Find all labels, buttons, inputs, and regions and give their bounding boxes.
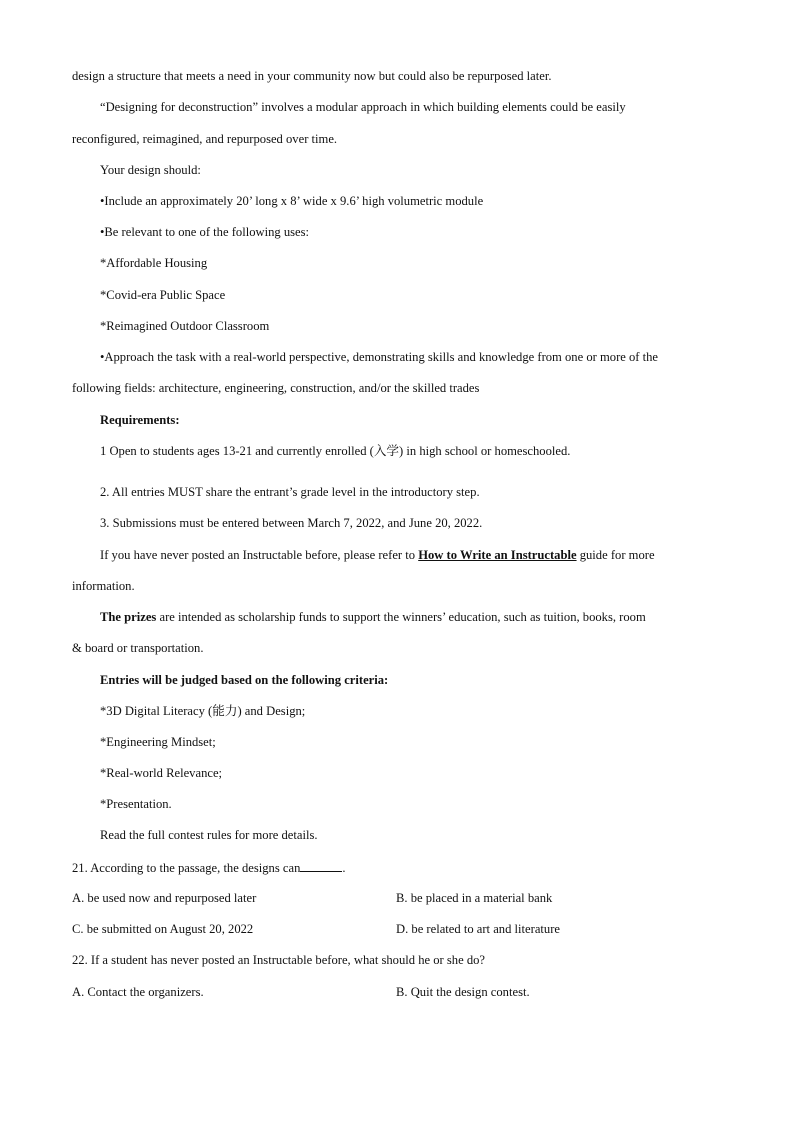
criterion-real-world-relevance: *Real-world Relevance; (100, 766, 223, 780)
requirement-2: 2. All entries MUST share the entrant’s grade level in the introductory step. (100, 485, 480, 499)
guide-paragraph-line-1 (100, 547, 740, 563)
criterion-digital-literacy: *3D Digital Literacy (能力) and Design; (100, 704, 306, 718)
question-22-option-b: B. Quit the design contest. (396, 985, 530, 999)
bullet-approach-line-1: •Approach the task with a real-world perspective, demonstrating skills and knowledge from one or more of the (100, 350, 659, 364)
prizes-text: are intended as scholarship funds to support the winners’ education, such as tuition, books, room (156, 610, 646, 624)
requirements-heading: Requirements: (100, 413, 180, 427)
use-public-space: *Covid-era Public Space (100, 288, 226, 302)
use-outdoor-classroom: *Reimagined Outdoor Classroom (100, 319, 270, 333)
guide-text-before: If you have never posted an Instructable before, please refer to (100, 548, 419, 562)
use-affordable-housing: *Affordable Housing (100, 256, 208, 270)
criteria-heading: Entries will be judged based on the following criteria: (100, 673, 389, 687)
requirement-3: 3. Submissions must be entered between March 7, 2022, and June 20, 2022. (100, 516, 483, 530)
prizes-label: The prizes (100, 610, 157, 624)
prizes-paragraph-line-2: & board or transportation. (72, 641, 204, 655)
contest-rules-note: Read the full contest rules for more details. (100, 828, 318, 842)
question-21-option-b: B. be placed in a material bank (396, 891, 553, 905)
deconstruction-paragraph-line-1: “Designing for deconstruction” involves a modular approach in which building elements could be easily (100, 100, 626, 114)
question-21-stem (72, 859, 732, 876)
question-21-option-d: D. be related to art and literature (396, 922, 560, 936)
answer-blank (300, 859, 342, 872)
requirement-1: 1 Open to students ages 13-21 and currently enrolled (入学) in high school or homeschooled. (100, 444, 571, 458)
bullet-approach-line-2: following fields: architecture, engineering, construction, and/or the skilled trades (72, 381, 480, 395)
design-should-label: Your design should: (100, 163, 201, 177)
bullet-uses: •Be relevant to one of the following uses: (100, 225, 310, 239)
guide-text-after: guide for more (576, 548, 655, 562)
question-21-option-c: C. be submitted on August 20, 2022 (72, 922, 254, 936)
how-to-write-instructable-link[interactable]: How to Write an Instructable (418, 548, 577, 562)
criterion-presentation: *Presentation. (100, 797, 172, 811)
prizes-paragraph-line-1 (100, 609, 740, 625)
deconstruction-paragraph-line-2: reconfigured, reimagined, and repurposed over time. (72, 132, 338, 146)
guide-paragraph-line-2: information. (72, 579, 135, 593)
question-21-option-a: A. be used now and repurposed later (72, 891, 257, 905)
bullet-module: •Include an approximately 20’ long x 8’ wide x 9.6’ high volumetric module (100, 194, 484, 208)
criterion-engineering-mindset: *Engineering Mindset; (100, 735, 216, 749)
question-22-option-a: A. Contact the organizers. (72, 985, 204, 999)
question-21-text: 21. According to the passage, the designs can (72, 861, 301, 875)
intro-paragraph-line: design a structure that meets a need in your community now but could also be repurposed later. (72, 69, 552, 83)
question-21-period: . (342, 861, 346, 875)
question-22-stem: 22. If a student has never posted an Instructable before, what should he or she do? (72, 953, 486, 967)
